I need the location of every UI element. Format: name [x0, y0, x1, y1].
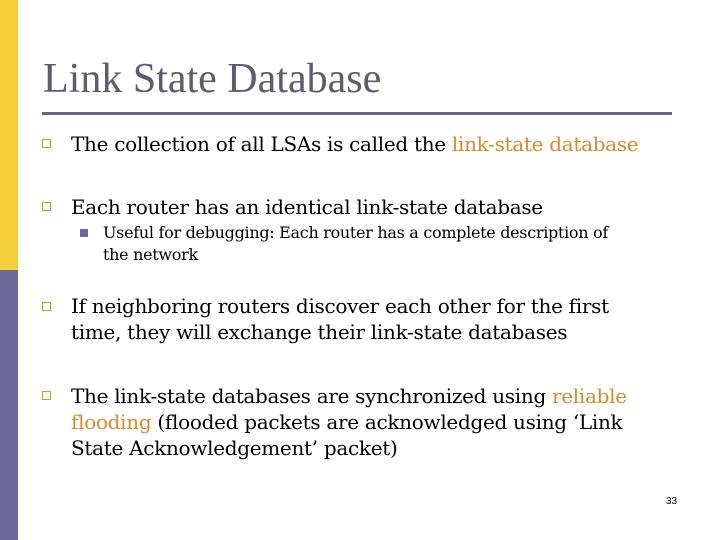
bullet-4-line-1: The link-state databases are synchronized using reliable: [71, 384, 627, 408]
bullet-2-line-1: Each router has an identical link-state database: [71, 195, 543, 219]
highlight-term: reliable: [552, 384, 627, 408]
sub-bullet-line-2: the network: [103, 245, 198, 264]
bullet-3-line-2: time, they will exchange their link-state databases: [71, 320, 568, 344]
title-underline: [42, 112, 672, 115]
bullet-marker-2: [42, 202, 51, 211]
bullet-marker-3: [42, 302, 51, 311]
sub-bullet-line-1: Useful for debugging: Each router has a complete description of: [103, 223, 609, 242]
accent-bar-top: [0, 0, 18, 270]
bullet-4-line-2: flooding (flooded packets are acknowledged using ‘Link: [71, 410, 623, 434]
bullet-text-4: [71, 383, 627, 461]
sub-bullet-text: [103, 222, 608, 266]
bullet-text-1: [71, 131, 638, 157]
bullet-marker-4: [42, 391, 51, 400]
highlight-term: link-state database: [451, 132, 639, 156]
bullet-text-2: [71, 194, 543, 220]
bullet-4-line-3: State Acknowledgement’ packet): [71, 436, 398, 460]
sub-bullet-marker: [80, 229, 88, 237]
bullet-3-line-1: If neighboring routers discover each other for the first: [71, 294, 609, 318]
bullet-text-3: [71, 293, 609, 345]
page-number: 33: [666, 496, 678, 507]
accent-bar-bottom: [0, 270, 18, 540]
highlight-term: flooding: [71, 410, 152, 434]
bullet-1-line-1: The collection of all LSAs is called the link-state database: [71, 132, 639, 156]
slide-title: Link State Database: [43, 56, 382, 102]
bullet-marker-1: [42, 139, 51, 148]
